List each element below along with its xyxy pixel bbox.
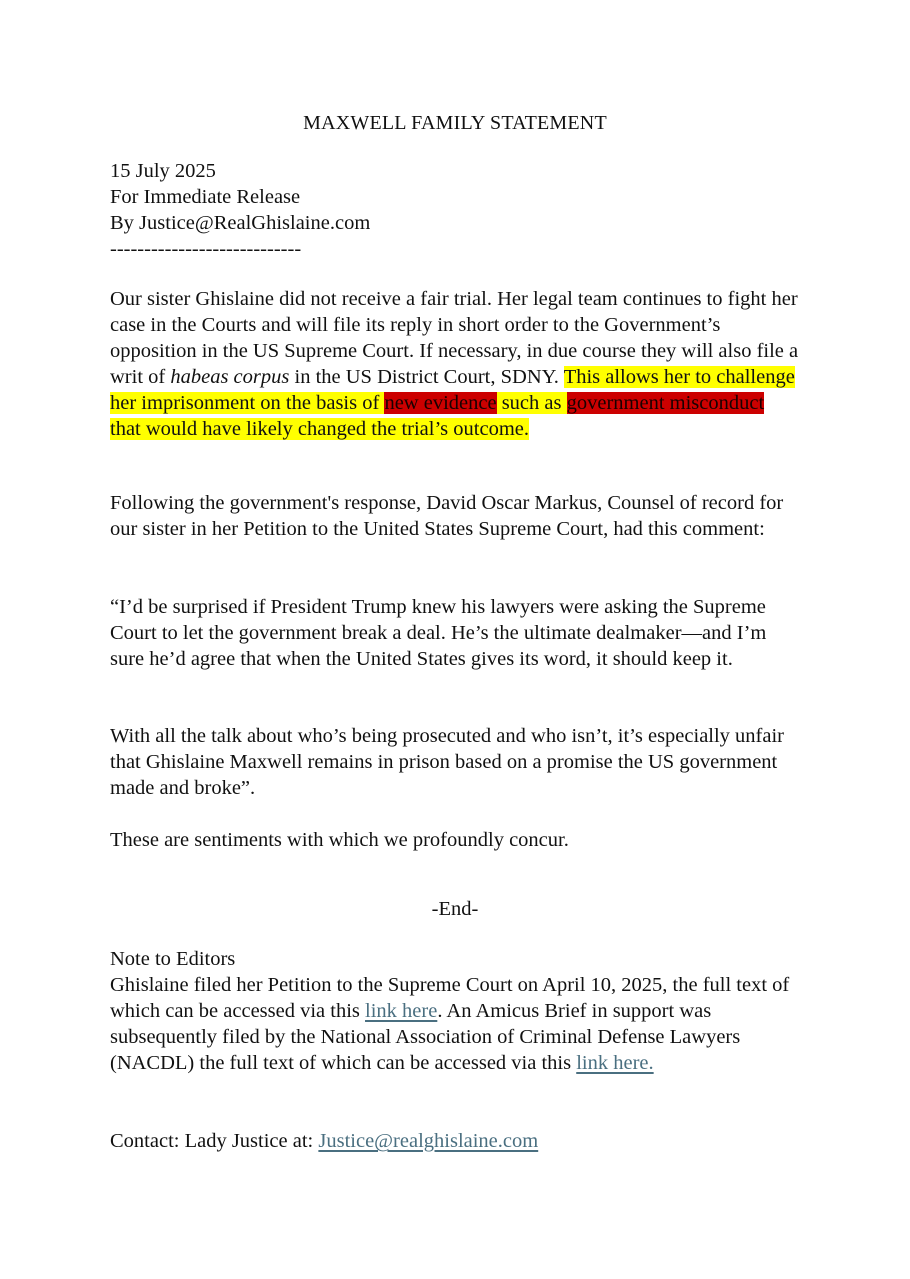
document-title: MAXWELL FAMILY STATEMENT <box>303 112 607 134</box>
red-highlight-government-misconduct: government misconduct <box>566 392 765 414</box>
yellow-highlight-b: such as <box>496 392 567 414</box>
notes-heading: Note to Editors <box>110 948 236 970</box>
para5-text: These are sentiments with which we profoundly concur. <box>110 829 569 851</box>
paragraph-quote-part2 <box>110 723 800 801</box>
release-byline: By Justice@RealGhislaine.com <box>110 212 371 234</box>
para4-text: With all the talk about who’s being prosecuted and who isn’t, it’s especially unfair that Ghislaine Maxwell remains in prison based on a promise the US government made and broke”. <box>110 725 785 799</box>
contact-line <box>110 1128 800 1154</box>
release-header <box>110 158 800 262</box>
note-to-editors <box>110 946 800 1076</box>
notes-text-a: Ghislaine filed her Petition to the Supreme Court on April 10, 2025, the full text of which can be accessed via this <box>110 974 790 1022</box>
paragraph-fair-trial <box>110 286 800 442</box>
para1-text-a: Our sister Ghislaine did not receive a fair trial. Her legal team continues to fight her case in the Courts and will file its reply in short order to the Government’s opposition in the US Supreme Court. If necessary, in due course they will also file a writ of <box>110 288 799 388</box>
para3-text: “I’d be surprised if President Trump knew his lawyers were asking the Supreme Court to let the government break a deal. He’s the ultimate dealmaker—and I’m sure he’d agree that when the United States gives its word, it should keep it. <box>110 596 767 670</box>
paragraph-concur <box>110 827 800 853</box>
para1-text-b: in the US District Court, SDNY. <box>289 366 564 388</box>
notes-text-b: . An Amicus Brief in support was subsequently filed by the National Association of Criminal Defense Lawyers (NACDL) the full text of which can be accessed via this <box>110 1000 741 1074</box>
para1-italic-term: habeas corpus <box>170 366 290 388</box>
release-date: 15 July 2025 <box>110 160 216 182</box>
paragraph-counsel-intro <box>110 490 800 542</box>
yellow-highlight-a: This allows her to challenge her imprisonment on the basis of <box>110 366 795 414</box>
contact-email-link[interactable]: Justice@realghislaine.com <box>318 1130 539 1152</box>
header-divider: ---------------------------- <box>110 238 302 260</box>
amicus-brief-link[interactable]: link here. <box>576 1052 654 1074</box>
contact-label: Contact: Lady Justice at: <box>110 1130 319 1152</box>
red-highlight-new-evidence: new evidence <box>384 392 497 414</box>
yellow-highlight-c: that would have likely changed the trial’s outcome. <box>110 418 529 440</box>
paragraph-quote-part1 <box>110 594 800 672</box>
para2-text: Following the government's response, David Oscar Markus, Counsel of record for our sister in her Petition to the United States Supreme Court, had this comment: <box>110 492 784 540</box>
release-type: For Immediate Release <box>110 186 301 208</box>
petition-link[interactable]: link here <box>365 1000 438 1022</box>
end-marker: -End- <box>431 898 479 920</box>
